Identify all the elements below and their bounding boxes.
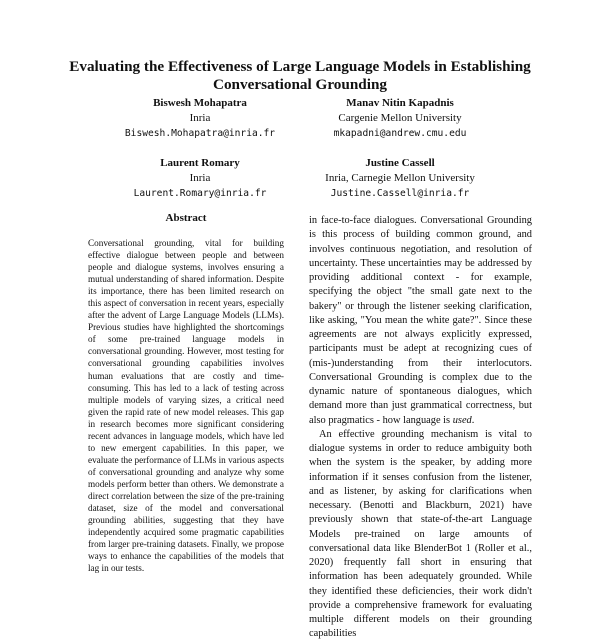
body-paragraph-1-end: . (471, 414, 475, 426)
author-email: Biswesh.Mohapatra@inria.fr (124, 128, 276, 139)
abstract-text: Conversational grounding, vital for building effective dialogue between people and between people and dialogue systems, involves ensuring a mutual understanding of shared information. Despite its importance, there has been limited research on this aspect of conversation in recent years, especially after the advent of Large Language Models (LLMs). Previous studies have highlighted the shortcomings of some pre-trained language models in conversational grounding. However, most testing for conversational grounding capabilities involves human evaluations that are costly and time-consuming. This has led to a lack of testing across multiple models of varying sizes, a critical need given the rapid rate of new model releases. This gap in research becomes more significant considering recent advances in language models, which have led to new emergent capabilities. In this paper, we evaluate the performance of LLMs in various aspects of conversational grounding and analyze why some models perform better than others. We demonstrate a direct correlation between the size of the pre-training dataset, size of the model and conversational grounding abilities, suggesting that they have independently acquired some pragmatic capabilities from larger pre-training datasets. Finally, we propose ways to enhance the capabilities of the models that lag in our tests. (88, 238, 284, 574)
emphasis-used: used (452, 414, 472, 426)
body-paragraph-2: An effective grounding mechanism is vital to dialogue systems in order to reduce ambiguity both when the system is the speaker, by adding more information if it senses confusion from the listener, and as listener, by asking for clarifications when necessary. (Benotti and Blackburn, 2021) have previously shown that state-of-the-art Language Models pre-trained on large amounts of conversational data like BlenderBot 1 (Roller et al., 2020) frequently fall short in ensuring that information has been adequately grounded. While they identified these deficiencies, their work didn't provide a comprehensive framework for evaluating multiple different models on their grounding capabilities (309, 428, 532, 640)
author-affiliation: Inria (189, 172, 211, 184)
author-email: Laurent.Romary@inria.fr (133, 188, 267, 199)
author-name: Laurent Romary (160, 157, 240, 169)
author-block-3 (100, 156, 300, 201)
paper-title: Evaluating the Effectiveness of Large Language Models in Establishing Conversational Grounding (69, 58, 531, 93)
body-paragraph-1 (309, 214, 532, 428)
author-name: Manav Nitin Kapadnis (346, 97, 454, 109)
author-affiliation: Cargenie Mellon University (338, 112, 462, 124)
author-block-1 (100, 96, 300, 141)
author-block-2 (300, 96, 500, 141)
abstract-heading: Abstract (165, 212, 207, 224)
body-column-right (309, 214, 532, 642)
author-name: Justine Cassell (365, 157, 435, 169)
author-name: Biswesh Mohapatra (153, 97, 247, 109)
author-email: mkapadni@andrew.cmu.edu (333, 128, 467, 139)
author-affiliation: Inria (189, 112, 211, 124)
author-affiliation: Inria, Carnegie Mellon University (325, 172, 475, 184)
author-email: Justine.Cassell@inria.fr (330, 188, 470, 199)
body-paragraph-1-text: in face-to-face dialogues. Conversational Grounding is this process of building common ground, and involves continuous negotiation, and resolution of uncertainty. These uncertainties may be addressed by providing additional context - for example, specifying the object "the small gate next to the bakery" or through the listener seeking clarification, like asking, "You mean the white gate?". Since these agreements are not always explicitly expressed, participants must be adept at recognizing cues of (mis-)understanding from their interlocutors. Conversational Grounding is complex due to the dynamic nature of spontaneous dialogues, which demand more than just grammatical correctness, but also pragmatics - how language is (309, 215, 532, 426)
author-block-4 (300, 156, 500, 201)
